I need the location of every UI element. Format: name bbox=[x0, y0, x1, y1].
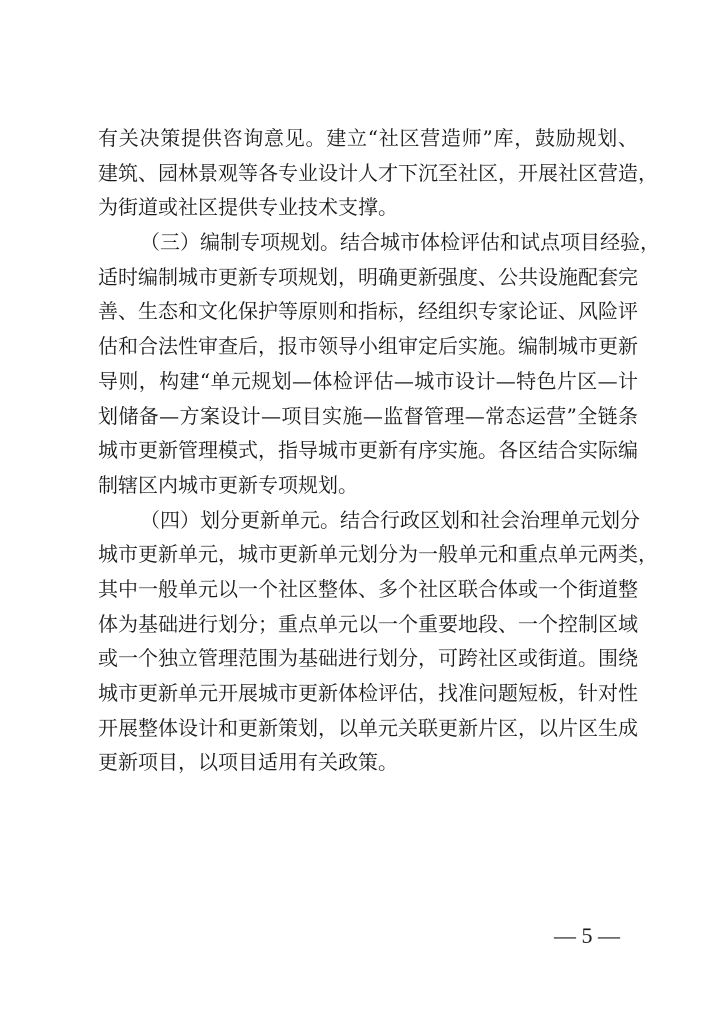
section-heading-line: （四）划分更新单元。结合行政区划和社会治理单元划分 bbox=[140, 507, 640, 532]
text-line: 体为基础进行划分；重点单元以一个重要地段、一个控制区域 bbox=[98, 611, 638, 636]
text-line: 开展整体设计和更新策划，以单元关联更新片区，以片区生成 bbox=[98, 715, 638, 740]
text-line: 城市更新单元，城市更新单元划分为一般单元和重点单元两类， bbox=[98, 542, 658, 567]
text-line: 划储备—方案设计—项目实施—监督管理—常态运营”全链条 bbox=[98, 403, 638, 428]
text-line: 估和合法性审查后，报市领导小组审定后实施。编制城市更新 bbox=[98, 334, 638, 359]
text-line: 导则，构建“单元规划—体检评估—城市设计—特色片区—计 bbox=[98, 368, 638, 393]
body-text bbox=[98, 121, 660, 780]
page-number: — 5 — bbox=[554, 923, 620, 948]
text-line: 制辖区内城市更新专项规划。 bbox=[98, 472, 358, 497]
text-line: 其中一般单元以一个社区整体、多个社区联合体或一个街道整 bbox=[98, 576, 638, 601]
text-line: 适时编制城市更新专项规划，明确更新强度、公共设施配套完 bbox=[98, 264, 638, 289]
text-line: 更新项目，以项目适用有关政策。 bbox=[98, 750, 398, 775]
text-line: 城市更新管理模式，指导城市更新有序实施。各区结合实际编 bbox=[98, 438, 638, 463]
section-heading-line: （三）编制专项规划。结合城市体检评估和试点项目经验， bbox=[140, 230, 660, 255]
text-line: 有关决策提供咨询意见。建立“社区营造师”库，鼓励规划、 bbox=[98, 126, 638, 150]
text-line: 建筑、园林景观等各专业设计人才下沉至社区，开展社区营造， bbox=[98, 160, 658, 185]
text-line: 城市更新单元开展城市更新体检评估，找准问题短板，针对性 bbox=[98, 681, 638, 705]
text-line: 或一个独立管理范围为基础进行划分，可跨社区或街道。围绕 bbox=[98, 646, 638, 671]
text-line: 为街道或社区提供专业技术支撑。 bbox=[98, 195, 398, 220]
text-line: 善、生态和文化保护等原则和指标，经组织专家论证、风险评 bbox=[98, 299, 638, 324]
